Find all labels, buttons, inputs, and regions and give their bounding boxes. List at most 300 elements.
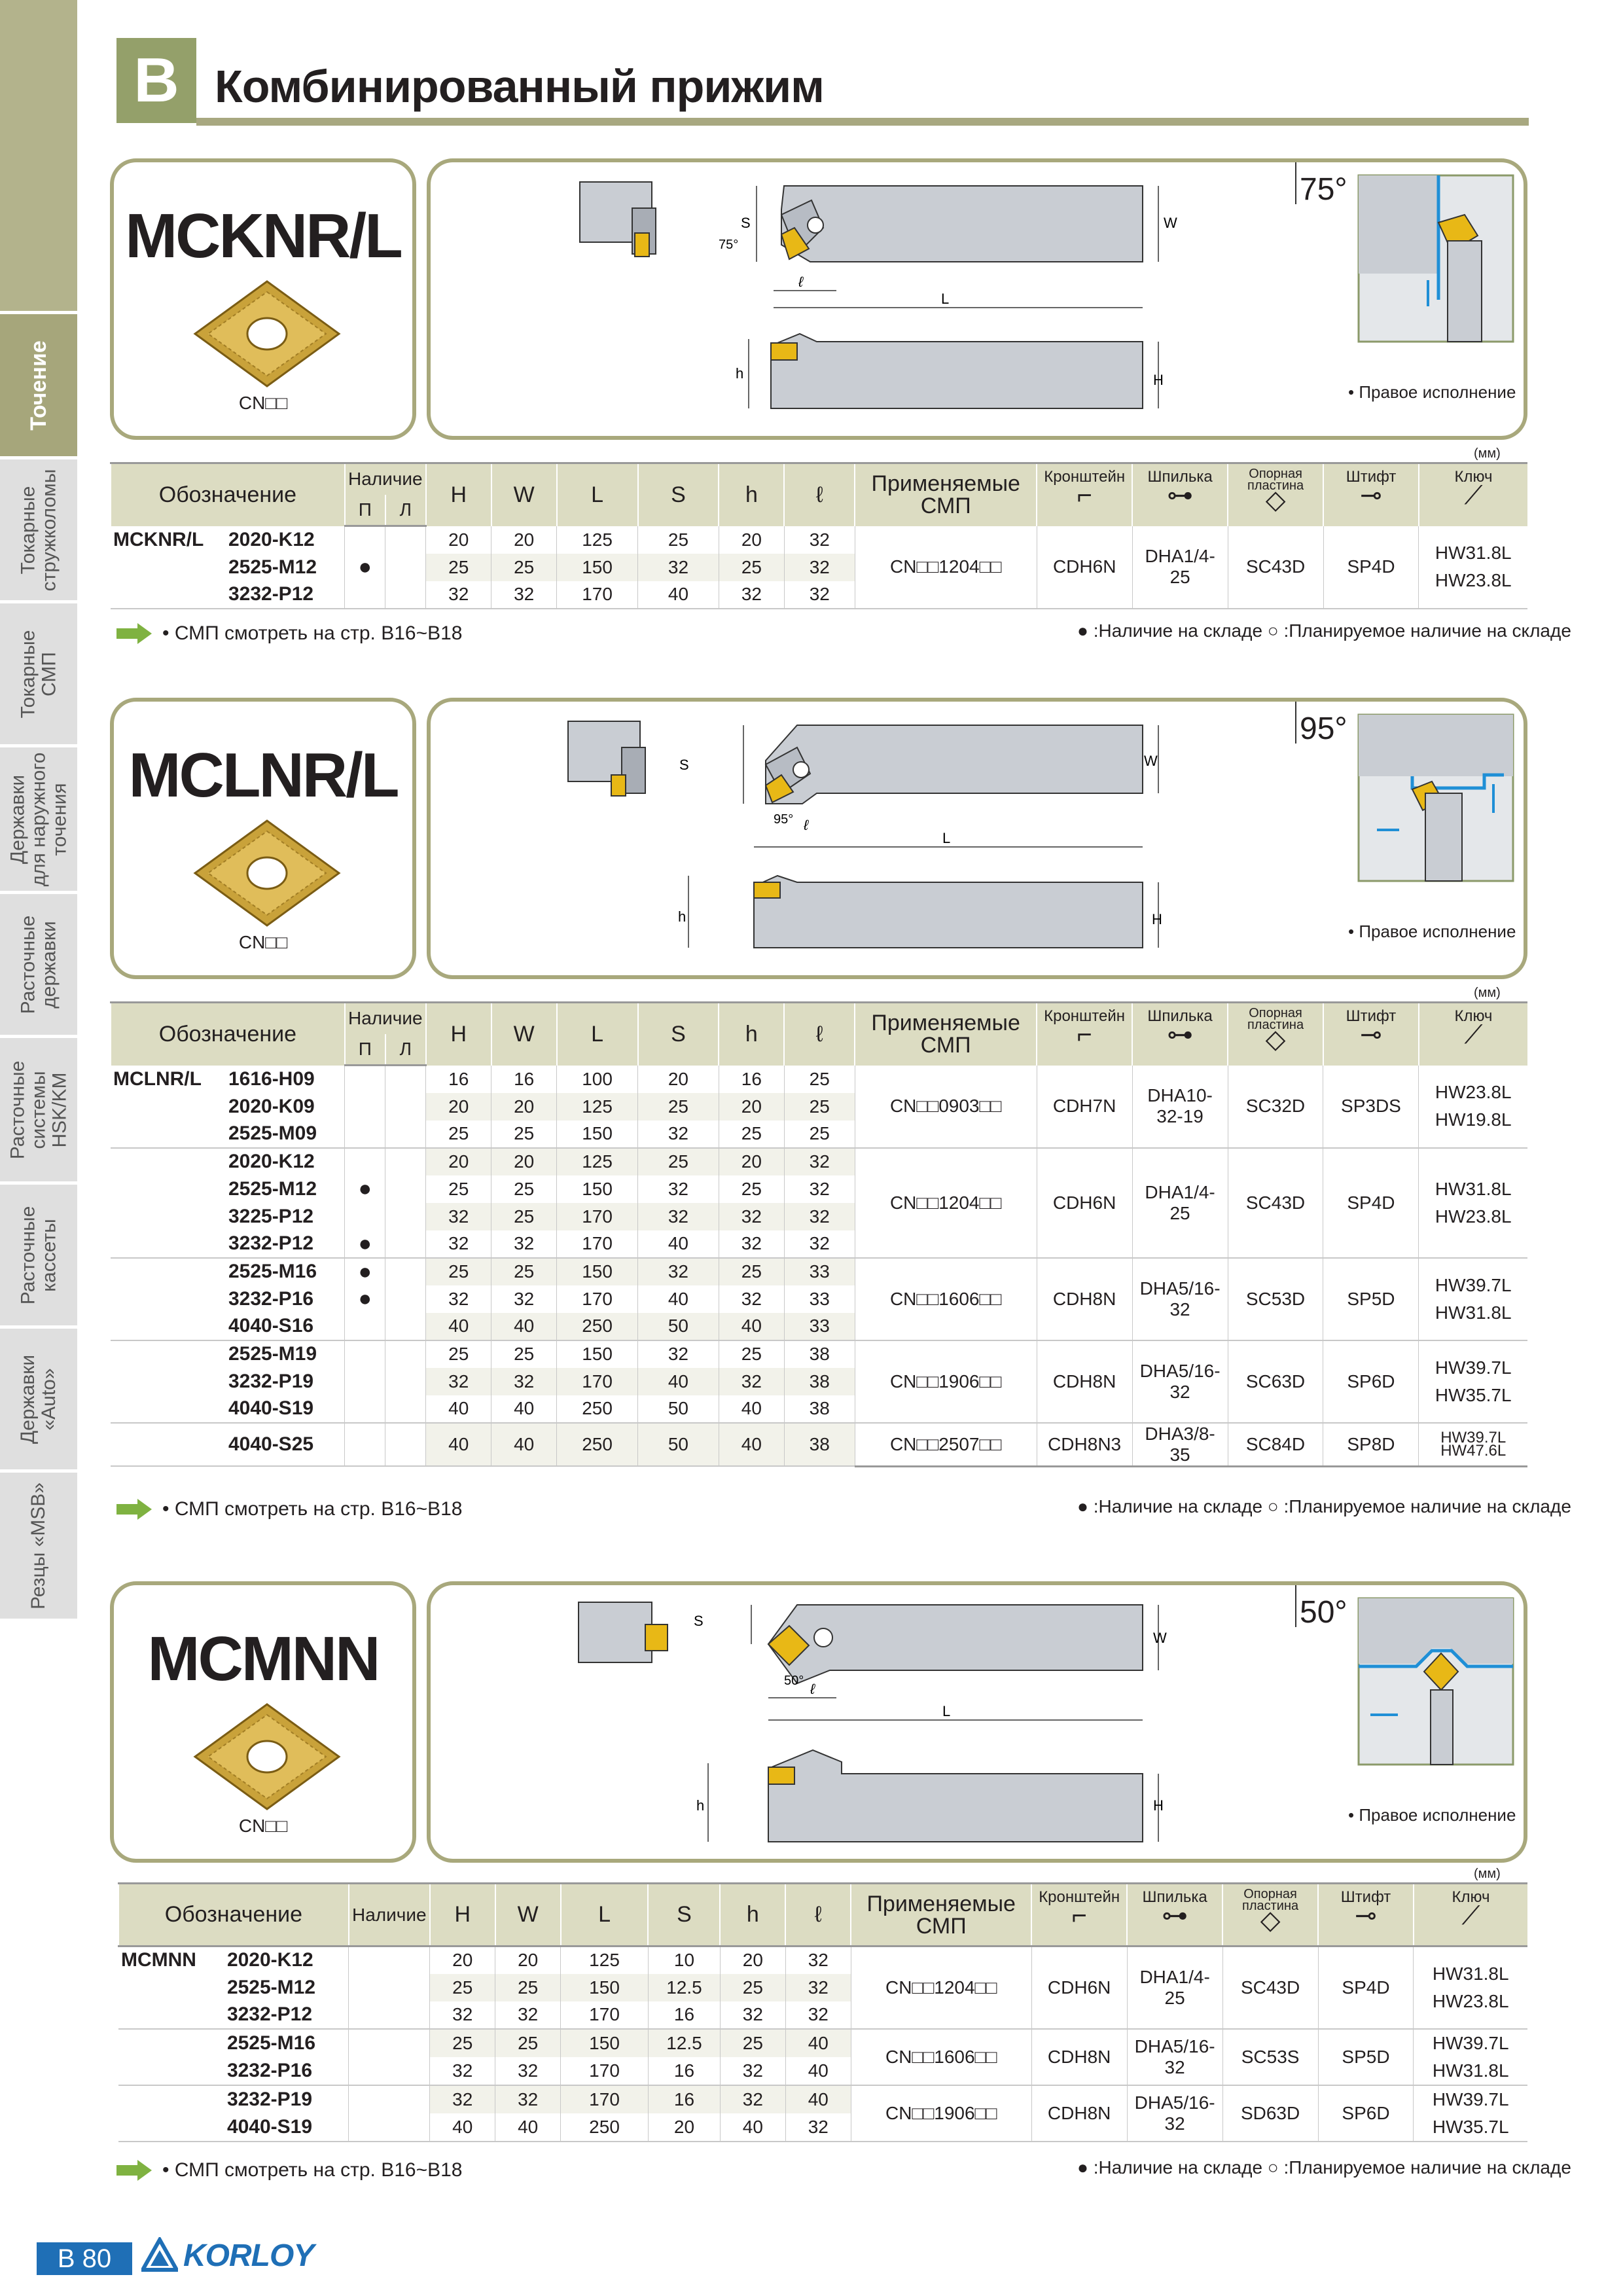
designation-code: 2525-M16: [228, 1261, 317, 1282]
col-pin: Штифт ⊸: [1323, 463, 1419, 526]
dim-W: 25: [491, 554, 557, 581]
designation-code: 2525-M19: [228, 1343, 317, 1365]
dim-L: 150: [561, 2029, 649, 2057]
dim-H: 20: [426, 526, 491, 554]
key-secondary: HW35.7L: [1432, 2116, 1509, 2137]
col-S: S: [648, 1884, 720, 1946]
stock-left: [385, 526, 426, 554]
dim-W: 32: [495, 2057, 561, 2085]
col-l: ℓ: [785, 1884, 851, 1946]
dim-W: 25: [491, 1258, 557, 1285]
designation-prefix: [111, 1148, 226, 1175]
key-code: [1419, 1066, 1527, 1148]
designation-code: 4040-S19: [226, 1395, 345, 1423]
dim-H: 25: [430, 2029, 495, 2057]
dim-W: 25: [491, 1203, 557, 1230]
dim-l: 40: [785, 2057, 851, 2085]
stock-left: [385, 1203, 426, 1230]
dim-S: 12.5: [648, 1974, 720, 2001]
shim-icon: ◇: [1260, 1906, 1281, 1935]
shim-icon: ◇: [1265, 1025, 1286, 1054]
insert-code: CN□□1906□□: [851, 2085, 1031, 2142]
dim-h: 20: [719, 526, 784, 554]
screw-code: DHA5/16-32: [1132, 1340, 1228, 1423]
dim-l: 38: [784, 1368, 855, 1395]
insert-reference: • СМП смотреть на стр. B16~B18: [115, 622, 462, 645]
stock-left: [385, 1285, 426, 1313]
col-stock: Наличие: [345, 1003, 426, 1034]
designation-code: 4040-S19: [224, 2113, 349, 2142]
units-label: (мм): [1474, 1867, 1501, 1881]
dim-h: 32: [720, 2001, 785, 2029]
product-name: MCLNR/L: [128, 740, 398, 810]
units-label: (мм): [1474, 446, 1501, 461]
tab-top[interactable]: [0, 0, 77, 313]
dim-H: H: [1153, 1797, 1164, 1814]
col-S: S: [638, 1003, 719, 1066]
dim-S: 16: [648, 2085, 720, 2113]
designation-prefix: [111, 1175, 226, 1203]
dim-S: 20: [648, 2113, 720, 2142]
designation-code: 2020-K12: [228, 528, 315, 550]
dim-S: 16: [648, 2001, 720, 2029]
dim-l: 25: [784, 1066, 855, 1093]
tab-auto-holders-label: Державки «Auto»: [17, 1354, 60, 1444]
section-letter: B: [116, 38, 196, 123]
dim-l: 32: [784, 1203, 855, 1230]
dim-l: 32: [784, 1148, 855, 1175]
dim-W: 32: [491, 1285, 557, 1313]
bracket-code: CDH6N: [1037, 1148, 1132, 1258]
col-L: L: [557, 1003, 638, 1066]
stock-left: [385, 1423, 426, 1467]
dim-S: 32: [638, 1258, 719, 1285]
dim-S: 40: [638, 581, 719, 609]
dim-h: 25: [720, 2029, 785, 2057]
dim-S: 40: [638, 1368, 719, 1395]
arrow-icon: [115, 1498, 153, 1521]
dim-H: 32: [430, 2001, 495, 2029]
dim-L: 170: [557, 1285, 638, 1313]
stock-right: ●: [345, 1258, 385, 1285]
drawing-card-mclnr: [427, 698, 1527, 979]
drawing-card-mcknr: [427, 158, 1527, 440]
bracket-icon: ⌐: [1077, 481, 1092, 510]
dim-L: 170: [561, 2001, 649, 2029]
col-h: h: [719, 1003, 784, 1066]
designation-code: 2525-M12: [228, 1177, 317, 1200]
dim-h: 25: [719, 1121, 784, 1148]
designation-prefix: [111, 1423, 226, 1467]
pin-icon: ⊸: [1360, 1020, 1382, 1049]
col-l: ℓ: [784, 463, 855, 526]
bracket-code: CDH8N: [1037, 1258, 1132, 1340]
dim-S: S: [741, 215, 751, 231]
dim-S: 25: [638, 1093, 719, 1121]
col-H: H: [426, 463, 491, 526]
brand-logo: KORLOY: [141, 2237, 313, 2274]
dim-S: 32: [638, 1203, 719, 1230]
col-shim: Опорная пластина ◇: [1222, 1884, 1318, 1946]
screw-code: DHA10-32-19: [1132, 1066, 1228, 1148]
dim-l: 40: [785, 2085, 851, 2113]
insert-icon: [191, 817, 343, 929]
pin-code: SP4D: [1323, 1148, 1419, 1258]
dim-W: 32: [495, 2001, 561, 2029]
col-h: h: [720, 1884, 785, 1946]
col-shim: Опорная пластина ◇: [1228, 463, 1323, 526]
dim-L: 250: [557, 1423, 638, 1467]
designation-prefix: [111, 1395, 226, 1423]
shim-code: SC43D: [1228, 1148, 1323, 1258]
tab-boring-systems-label: Расточные системы HSK/KM: [7, 1060, 71, 1159]
key-primary: HW31.8L: [1435, 543, 1512, 563]
stock-left: [385, 1340, 426, 1368]
insert-code: CN□□1204□□: [851, 1946, 1031, 2029]
dim-H: 40: [426, 1395, 491, 1423]
dim-W: 32: [491, 1368, 557, 1395]
stock-right: [345, 581, 385, 609]
dim-h: 32: [719, 1368, 784, 1395]
insert-code: CN□□: [238, 1816, 288, 1836]
dim-H: H: [1153, 372, 1164, 388]
shim-code: SC53D: [1228, 1258, 1323, 1340]
dim-S: 16: [648, 2057, 720, 2085]
dim-h: 20: [719, 1148, 784, 1175]
dim-h: 16: [719, 1066, 784, 1093]
col-screw: Шпилька ⊶: [1127, 1884, 1222, 1946]
pin-code: SP8D: [1323, 1423, 1419, 1467]
designation-code: 3232-P12: [226, 1230, 345, 1258]
dim-W: 20: [491, 526, 557, 554]
dim-L: 150: [557, 1121, 638, 1148]
tab-external-holders[interactable]: [0, 747, 77, 893]
tab-msb-tools-label: Резцы «MSB»: [27, 1482, 49, 1609]
designation-prefix: [111, 1203, 226, 1230]
product-card-mclnr: [110, 698, 416, 979]
dim-L: 150: [561, 1974, 649, 2001]
bracket-icon: ⌐: [1071, 1901, 1087, 1930]
key-icon: ⟋: [1464, 481, 1483, 510]
col-insert: Применяемые СМП: [855, 1003, 1037, 1066]
col-W: W: [491, 463, 557, 526]
key-code: [1414, 2029, 1527, 2085]
dim-l: ℓ: [804, 817, 809, 833]
dim-L: 170: [557, 1230, 638, 1258]
dim-W: 20: [491, 1148, 557, 1175]
dim-H: 20: [426, 1093, 491, 1121]
dim-L: 170: [561, 2057, 649, 2085]
col-H: H: [426, 1003, 491, 1066]
dim-S: 32: [638, 1175, 719, 1203]
key-secondary: HW19.8L: [1435, 1109, 1512, 1130]
stock-left: [385, 1148, 426, 1175]
spec-table-mcknr: [110, 462, 1527, 609]
dim-l: 33: [784, 1313, 855, 1340]
key-secondary: HW47.6L: [1440, 1441, 1507, 1460]
col-L: L: [561, 1884, 649, 1946]
insert-code: CN□□1204□□: [855, 1148, 1037, 1258]
tab-inserts[interactable]: [0, 603, 77, 746]
drawing-card-mcmnn: [427, 1581, 1527, 1863]
dim-l: 38: [784, 1423, 855, 1467]
dim-l: 25: [784, 1093, 855, 1121]
dim-W: 25: [491, 1175, 557, 1203]
col-bracket: Кронштейн ⌐: [1031, 1884, 1127, 1946]
key-code: [1414, 1946, 1527, 2029]
stock-left: [385, 1395, 426, 1423]
shim-code: SC43D: [1222, 1946, 1318, 2029]
col-H: H: [430, 1884, 495, 1946]
dim-h: 25: [719, 1175, 784, 1203]
dim-H: 32: [430, 2085, 495, 2113]
stock-right: [349, 2001, 430, 2029]
dim-W: 25: [491, 1121, 557, 1148]
designation-code: 3232-P12: [224, 2001, 349, 2029]
stock-right: [345, 1340, 385, 1368]
stock-right: [345, 1368, 385, 1395]
table-row: [111, 1258, 1527, 1285]
col-stock-l: Л: [385, 495, 426, 526]
col-insert: Применяемые СМП: [855, 463, 1037, 526]
designation-prefix: [111, 581, 226, 609]
dim-S: S: [679, 757, 689, 773]
tab-turning[interactable]: [0, 314, 77, 458]
dim-H: 32: [426, 1203, 491, 1230]
designation-code: 2525-M12: [226, 1976, 316, 1998]
designation-prefix: MCLNR/L: [113, 1067, 202, 1090]
dim-H: 25: [426, 1121, 491, 1148]
designation-code: 1616-H09: [228, 1067, 315, 1090]
pin-code: SP5D: [1323, 1258, 1419, 1340]
dim-W: 25: [495, 1974, 561, 2001]
dim-S: 25: [638, 1148, 719, 1175]
dim-W: W: [1144, 753, 1158, 769]
tab-boring-bars-label: Расточные державки: [17, 915, 60, 1014]
designation-code: 4040-S16: [226, 1313, 345, 1340]
dim-l: 25: [784, 1121, 855, 1148]
designation-code: 2525-M12: [228, 556, 317, 578]
dim-angle: 95°: [774, 812, 794, 827]
dim-l: 32: [785, 1946, 851, 1974]
dim-h: 25: [719, 1340, 784, 1368]
dim-L: 170: [557, 581, 638, 609]
pin-code: SP4D: [1323, 526, 1419, 609]
designation-code: 3232-P19: [226, 2088, 313, 2110]
dim-h: 20: [720, 1946, 785, 1974]
key-code: [1419, 526, 1527, 609]
col-pin: Штифт ⊸: [1323, 1003, 1419, 1066]
dim-h: 40: [719, 1423, 784, 1467]
key-secondary: HW23.8L: [1435, 1206, 1512, 1227]
col-stock: Наличие: [349, 1884, 430, 1946]
stock-left: [385, 581, 426, 609]
screw-icon: ⊶: [1167, 1020, 1194, 1049]
dim-W: 25: [495, 2029, 561, 2057]
col-insert: Применяемые СМП: [851, 1884, 1031, 1946]
insert-code: CN□□2507□□: [855, 1423, 1037, 1467]
dim-S: S: [694, 1613, 704, 1629]
key-code: [1419, 1423, 1527, 1467]
designation-code: 3232-P19: [228, 1370, 314, 1392]
dim-l: 40: [785, 2029, 851, 2057]
dim-S: 32: [638, 1121, 719, 1148]
col-bracket: Кронштейн ⌐: [1037, 1003, 1132, 1066]
col-designation: Обозначение: [111, 463, 345, 526]
insert-code: CN□□: [238, 932, 288, 952]
dim-H: 25: [426, 1175, 491, 1203]
tab-auto-holders[interactable]: [0, 1329, 77, 1471]
dim-L: 125: [561, 1946, 649, 1974]
units-label: (мм): [1474, 986, 1501, 1000]
dim-W: 20: [495, 1946, 561, 1974]
korloy-logo-icon: [141, 2237, 178, 2274]
designation-prefix: [111, 1258, 226, 1285]
dim-l: 38: [784, 1395, 855, 1423]
key-primary: HW31.8L: [1435, 1178, 1512, 1199]
page-number: B 80: [37, 2242, 132, 2275]
dim-S: 50: [638, 1423, 719, 1467]
insert-reference: • СМП смотреть на стр. B16~B18: [115, 1498, 462, 1521]
table-row: [111, 1423, 1527, 1467]
screw-code: DHA5/16-32: [1127, 2085, 1222, 2142]
col-stock: Наличие: [345, 463, 426, 495]
dim-l: 33: [784, 1285, 855, 1313]
dim-S: 12.5: [648, 2029, 720, 2057]
tab-boring-bars[interactable]: [0, 894, 77, 1037]
insert-code: CN□□1906□□: [855, 1340, 1037, 1423]
stock-right: [349, 1974, 430, 2001]
dim-L: 100: [557, 1066, 638, 1093]
dim-S: 40: [638, 1285, 719, 1313]
designation-prefix: [111, 1285, 226, 1313]
col-W: W: [495, 1884, 561, 1946]
pin-code: SP3DS: [1323, 1066, 1419, 1148]
col-designation: Обозначение: [118, 1884, 349, 1946]
tab-chipbreakers[interactable]: [0, 459, 77, 602]
screw-code: DHA5/16-32: [1132, 1258, 1228, 1340]
col-S: S: [638, 463, 719, 526]
dim-L: 150: [557, 1175, 638, 1203]
stock-right: [345, 1148, 385, 1175]
table-row: [111, 1340, 1527, 1368]
stock-right: [345, 526, 385, 554]
key-code: [1419, 1258, 1527, 1340]
dim-H: 25: [426, 1340, 491, 1368]
dim-L: 250: [557, 1395, 638, 1423]
pin-code: SP4D: [1318, 1946, 1414, 2029]
dim-h: 32: [719, 1285, 784, 1313]
dim-H: 40: [426, 1423, 491, 1467]
key-secondary: HW23.8L: [1435, 570, 1512, 590]
dim-L: 250: [561, 2113, 649, 2142]
approach-angle: 50°: [1300, 1595, 1347, 1630]
dim-S: 32: [638, 1340, 719, 1368]
bracket-code: CDH7N: [1037, 1066, 1132, 1148]
dim-l: 32: [785, 2001, 851, 2029]
product-card-mcknr: [110, 158, 416, 440]
stock-right: ●: [345, 1285, 385, 1313]
screw-icon: ⊶: [1162, 1901, 1188, 1930]
col-h: h: [719, 463, 784, 526]
tab-boring-systems[interactable]: [0, 1038, 77, 1183]
dim-L: L: [942, 830, 951, 846]
dim-L: L: [941, 291, 950, 307]
dim-L: 150: [557, 554, 638, 581]
col-key: Ключ ⟋: [1414, 1884, 1527, 1946]
stock-left: [385, 1230, 426, 1258]
designation-code: 2020-K09: [228, 1095, 315, 1117]
designation-code: 3232-P12: [226, 581, 345, 609]
dim-l: 33: [784, 1258, 855, 1285]
dim-W: 25: [491, 1340, 557, 1368]
designation-prefix: [111, 1121, 226, 1148]
dim-H: 32: [430, 2057, 495, 2085]
dim-L: 170: [557, 1368, 638, 1395]
insert-code: CN□□0903□□: [855, 1066, 1037, 1148]
dim-h: h: [696, 1797, 705, 1814]
key-code: [1414, 2085, 1527, 2142]
table-row: [111, 1066, 1527, 1093]
stock-legend: ● :Наличие на складе ○ :Планируемое наличие на складе: [1077, 2157, 1571, 2178]
dim-W: 40: [491, 1423, 557, 1467]
dim-l: ℓ: [798, 274, 804, 290]
tab-msb-tools[interactable]: [0, 1473, 77, 1621]
bracket-code: CDH6N: [1031, 1946, 1127, 2029]
bracket-code: CDH8N3: [1037, 1423, 1132, 1467]
designation-prefix: MCMNN: [121, 1949, 196, 1971]
insert-code: CN□□1204□□: [855, 526, 1037, 609]
stock-left: [385, 1258, 426, 1285]
col-designation: Обозначение: [111, 1003, 345, 1066]
dim-h: 40: [720, 2113, 785, 2142]
dim-W: W: [1153, 1630, 1167, 1646]
designation-prefix: [111, 554, 226, 581]
dim-S: 20: [638, 1066, 719, 1093]
designation-code: 3232-P16: [224, 2057, 349, 2085]
stock-right: ●: [345, 1175, 385, 1203]
col-key: Ключ ⟋: [1419, 463, 1527, 526]
dim-l: 32: [784, 554, 855, 581]
dim-l: 32: [785, 1974, 851, 2001]
dim-H: 32: [426, 581, 491, 609]
key-secondary: HW31.8L: [1435, 1302, 1512, 1323]
dim-W: 32: [491, 581, 557, 609]
table-row: [111, 526, 1527, 554]
designation-code: 2020-K12: [226, 1949, 313, 1971]
stock-legend: ● :Наличие на складе ○ :Планируемое наличие на складе: [1077, 620, 1571, 641]
stock-left: [385, 1066, 426, 1093]
dim-S: 50: [638, 1395, 719, 1423]
dim-H: 16: [426, 1066, 491, 1093]
insert-icon: [191, 1700, 343, 1813]
stock-left: [385, 1313, 426, 1340]
dim-l: 38: [784, 1340, 855, 1368]
dim-l: 32: [784, 1230, 855, 1258]
dim-H: 32: [426, 1368, 491, 1395]
col-shim: Опорная пластина ◇: [1228, 1003, 1323, 1066]
designation-prefix: MCKNR/L: [113, 528, 204, 550]
tab-chipbreakers-label: Токарные стружколомы: [17, 469, 60, 591]
tab-turning-label: Точение: [26, 340, 52, 431]
stock-right: [345, 1093, 385, 1121]
tab-boring-cassettes[interactable]: [0, 1185, 77, 1327]
screw-code: DHA1/4-25: [1132, 526, 1228, 609]
dim-l: ℓ: [810, 1681, 815, 1697]
shim-code: SC63D: [1228, 1340, 1323, 1423]
dim-h: 32: [719, 581, 784, 609]
pin-code: SP6D: [1323, 1340, 1419, 1423]
